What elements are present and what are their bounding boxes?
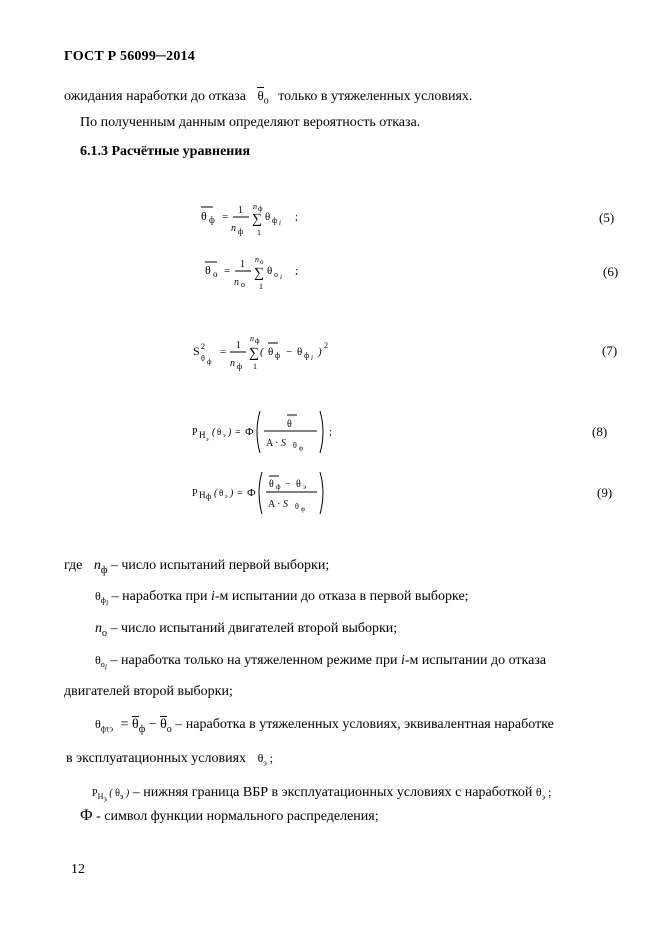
svg-text:=: =	[237, 488, 243, 499]
svg-text:1: 1	[238, 205, 243, 216]
svg-text:(: (	[214, 488, 218, 499]
svg-text:θ: θ	[267, 265, 273, 277]
svg-text:−: −	[285, 479, 291, 490]
svg-text:i: i	[280, 273, 282, 281]
svg-text:θ: θ	[293, 441, 297, 450]
svg-text:n: n	[230, 358, 235, 369]
svg-text:=: =	[235, 427, 241, 438]
svg-text:θ: θ	[295, 502, 299, 511]
svg-text:θ: θ	[201, 209, 207, 223]
svg-text:;: ;	[329, 426, 333, 438]
definition-theta-phi-te: $\theta_{фтэ} = \theta_ф - \theta_о$ – наработка в утяжеленных условиях, эквивалентная наработке	[95, 717, 554, 735]
equation-9	[190, 466, 340, 518]
svg-text:n: n	[250, 334, 254, 343]
svg-text:ф: ф	[275, 351, 281, 360]
svg-text:ф: ф	[238, 227, 244, 236]
svg-text:э: э	[225, 494, 228, 500]
svg-text:Н: Н	[199, 430, 206, 440]
svg-text:θ: θ	[201, 354, 205, 363]
section-heading: 6.1.3 Расчётные уравнения	[80, 144, 251, 159]
equation-8-number: (8)	[592, 424, 608, 439]
svg-text:ф: ф	[209, 215, 215, 225]
svg-text:э: э	[223, 433, 226, 439]
svg-text:θ: θ	[217, 427, 222, 437]
svg-text:∑: ∑	[249, 346, 259, 361]
equation-6-number: (6)	[603, 264, 619, 279]
theta-o-symbol: $\theta_о$	[257, 88, 269, 107]
page-number: 12	[71, 862, 85, 877]
svg-text:1: 1	[257, 228, 261, 237]
svg-text:P: P	[192, 427, 198, 438]
svg-text:2: 2	[201, 342, 205, 351]
svg-text:ф: ф	[237, 362, 243, 371]
equation-5	[195, 195, 315, 243]
svg-text:n: n	[253, 202, 257, 211]
svg-text:θ: θ	[265, 211, 271, 223]
p-ne-symbol: $P_{Н_э}$ ( $\theta_э$ )	[92, 788, 130, 804]
svg-text:ф: ф	[258, 205, 263, 213]
intro-line-1	[64, 87, 472, 107]
definition-theta-phi-i: $\theta_{ф_i}$ – наработка при i-м испытании до отказа в первой выборке;	[95, 589, 469, 608]
svg-text:θ: θ	[205, 263, 211, 277]
theta-o-i-symbol: $\theta_{о_i}$	[95, 653, 107, 672]
svg-text:ф: ф	[207, 358, 212, 366]
equation-7-number: (7)	[602, 343, 618, 358]
definition-phi: Ф - символ функции нормального распределения;	[80, 807, 379, 824]
svg-text:=: =	[224, 265, 231, 277]
where-label: где	[64, 558, 83, 573]
svg-text:θ: θ	[287, 419, 292, 430]
svg-text:P: P	[192, 488, 198, 499]
equation-9-number: (9)	[597, 485, 613, 500]
svg-text:;: ;	[295, 211, 299, 223]
theta-phi-minus-theta-o: = $\theta_ф - \theta_о$	[120, 717, 172, 735]
n-phi-symbol: $n_ф$	[93, 558, 108, 576]
definition-p-ne: $P_{Н_э}$ ( $\theta_э$ ) – нижняя граница ВБР в эксплуатационных условиях с наработкой $\theta_э$ ;	[92, 785, 552, 804]
svg-text:э: э	[303, 483, 307, 491]
intro-line-2: По полученным данным определяют вероятность отказа.	[80, 115, 421, 130]
equation-8	[190, 405, 340, 457]
svg-text:θ: θ	[296, 479, 301, 490]
svg-text:=: =	[222, 211, 229, 223]
svg-text:A · S: A · S	[268, 499, 288, 510]
svg-text:A · S: A · S	[266, 438, 286, 449]
svg-text:1: 1	[259, 282, 263, 291]
svg-text:n: n	[234, 277, 239, 288]
theta-e-symbol: $\theta_э$ ;	[257, 751, 274, 768]
definition-theta-o-i-cont: двигателей второй выборки;	[64, 684, 233, 699]
svg-text:ф: ф	[299, 446, 303, 452]
definition-n-phi: где $n_ф$ – число испытаний первой выборки;	[64, 558, 330, 576]
svg-text:;: ;	[295, 265, 299, 277]
theta-e-symbol-2: $\theta_э$ ;	[535, 785, 552, 802]
svg-text:ф: ф	[206, 492, 212, 501]
phi-symbol: Ф	[80, 807, 93, 824]
svg-text:о: о	[274, 270, 278, 279]
svg-text:о: о	[241, 280, 245, 289]
svg-text:Н: Н	[199, 490, 206, 500]
svg-text:n: n	[231, 223, 236, 234]
svg-text:ф: ф	[276, 483, 281, 491]
svg-text:S: S	[193, 344, 200, 358]
svg-text:о: о	[260, 258, 264, 266]
equation-7	[190, 328, 340, 376]
svg-text:∑: ∑	[252, 212, 262, 227]
svg-text:): )	[228, 427, 232, 438]
svg-text:э: э	[206, 437, 209, 443]
theta-phi-te-symbol: $\theta_{фтэ}$	[95, 717, 114, 734]
svg-text:(: (	[212, 427, 216, 438]
svg-text:): )	[318, 346, 322, 358]
svg-text:Ф: Ф	[247, 487, 256, 499]
svg-text:ф: ф	[304, 351, 310, 360]
svg-text:о: о	[213, 269, 218, 279]
intro-text-after: только в утяжеленных условиях.	[278, 89, 473, 104]
svg-text:n: n	[255, 255, 259, 264]
svg-text:1: 1	[236, 340, 241, 351]
definition-theta-o-i: $\theta_{о_i}$ – наработка только на утяжеленном режиме при i-м испытании до отказа	[95, 653, 547, 672]
svg-text:(: (	[260, 346, 264, 358]
svg-text:): )	[230, 488, 234, 499]
svg-text:ф: ф	[301, 507, 305, 513]
equation-5-number: (5)	[599, 210, 615, 225]
intro-text-before: ожидания наработки до отказа	[64, 89, 246, 104]
svg-text:∑: ∑	[254, 266, 264, 281]
svg-text:θ: θ	[219, 488, 224, 498]
svg-text:=: =	[220, 346, 227, 358]
svg-text:i: i	[311, 354, 313, 362]
svg-text:1: 1	[240, 259, 245, 270]
document-header: ГОСТ Р 56099─2014	[64, 49, 195, 64]
svg-text:2: 2	[324, 341, 328, 350]
svg-text:ф: ф	[255, 337, 260, 345]
theta-phi-i-symbol: $\theta_{ф_i}$	[95, 589, 109, 608]
svg-text:−: −	[286, 346, 293, 358]
svg-text:θ: θ	[297, 346, 303, 358]
n-o-symbol: $n_о$	[95, 621, 107, 639]
svg-text:θ: θ	[268, 346, 274, 358]
definition-n-o: $n_о$ – число испытаний двигателей второй выборки;	[95, 621, 398, 639]
svg-text:i: i	[279, 219, 281, 227]
svg-text:Ф: Ф	[245, 426, 254, 438]
svg-text:θ: θ	[269, 479, 274, 490]
svg-text:ф: ф	[272, 216, 278, 225]
equation-6	[198, 250, 318, 298]
svg-text:1: 1	[253, 362, 257, 371]
definition-theta-phi-te-cont: в эксплуатационных условиях $\theta_э$ ;	[66, 751, 274, 768]
